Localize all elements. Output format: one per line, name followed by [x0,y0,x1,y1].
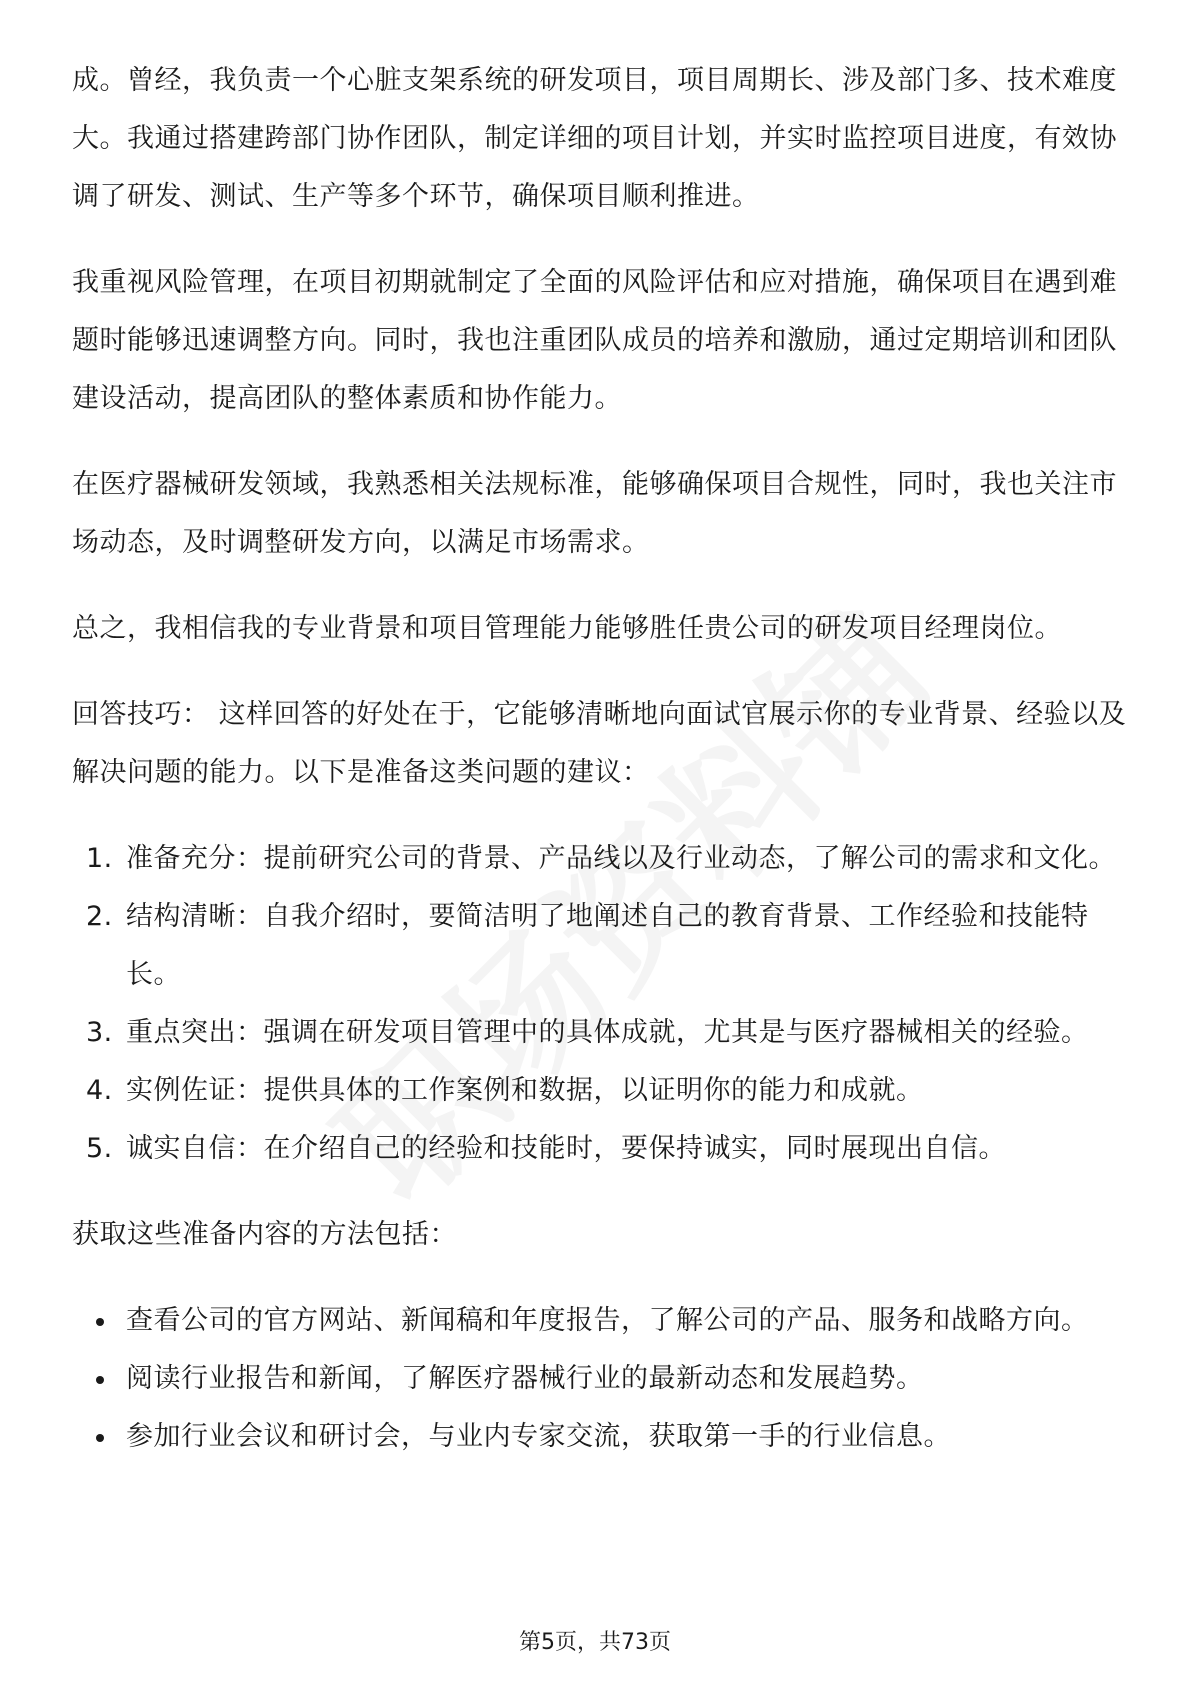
page-content [72,52,1132,1494]
list-item-text: 实例佐证：提供具体的工作案例和数据，以证明你的能力和成就。 [126,1075,924,1106]
list-item [72,1120,1132,1178]
list-item [72,1350,1132,1408]
paragraph-regulations: 在医疗器械研发领域，我熟悉相关法规标准，能够确保项目合规性，同时，我也关注市场动态，及时调整研发方向，以满足市场需求。 [72,469,1117,558]
paragraph-answer-tips: 回答技巧： 这样回答的好处在于，它能够清晰地向面试官展示你的专业背景、经验以及解决问题的能力。以下是准备这类问题的建议： [72,699,1127,788]
list-item [72,1292,1132,1350]
page-footer [0,1628,1190,1658]
bullet-icon [96,1434,104,1442]
list-number: 3. [86,1017,113,1048]
bullet-list [72,1292,1132,1466]
paragraph-project-experience: 成。曾经，我负责一个心脏支架系统的研发项目，项目周期长、涉及部门多、技术难度大。我通过搭建跨部门协作团队，制定详细的项目计划，并实时监控项目进度，有效协调了研发、测试、生产等多个环节，确保项目顺利推进。 [72,65,1117,212]
list-item [72,1004,1132,1062]
paragraph-risk-management: 我重视风险管理，在项目初期就制定了全面的风险评估和应对措施，确保项目在遇到难题时能够迅速调整方向。同时，我也注重团队成员的培养和激励，通过定期培训和团队建设活动，提高团队的整体素质和协作能力。 [72,267,1117,414]
bullet-icon [96,1318,104,1326]
list-item-text: 诚实自信：在介绍自己的经验和技能时，要保持诚实，同时展现出自信。 [126,1133,1006,1164]
list-item-text: 参加行业会议和研讨会，与业内专家交流，获取第一手的行业信息。 [126,1421,951,1452]
list-number: 4. [86,1075,113,1106]
list-item-text: 查看公司的官方网站、新闻稿和年度报告，了解公司的产品、服务和战略方向。 [126,1305,1089,1336]
list-item-text: 阅读行业报告和新闻，了解医疗器械行业的最新动态和发展趋势。 [126,1363,924,1394]
paragraph-summary: 总之，我相信我的专业背景和项目管理能力能够胜任贵公司的研发项目经理岗位。 [72,613,1062,644]
list-item [72,1062,1132,1120]
list-number: 1. [86,843,113,874]
list-number: 5. [86,1133,113,1164]
paragraph-methods-intro: 获取这些准备内容的方法包括： [72,1219,457,1250]
list-item-text: 重点突出：强调在研发项目管理中的具体成就，尤其是与医疗器械相关的经验。 [126,1017,1089,1048]
numbered-list [72,830,1132,1178]
list-item [72,888,1132,1004]
list-item-text: 结构清晰：自我介绍时，要简洁明了地阐述自己的教育背景、工作经验和技能特长。 [126,901,1089,990]
list-item [72,830,1132,888]
bullet-icon [96,1376,104,1384]
list-number: 2. [86,901,113,932]
page-number: 第5页，共73页 [519,1630,671,1655]
list-item-text: 准备充分：提前研究公司的背景、产品线以及行业动态，了解公司的需求和文化。 [126,843,1116,874]
list-item [72,1408,1132,1466]
